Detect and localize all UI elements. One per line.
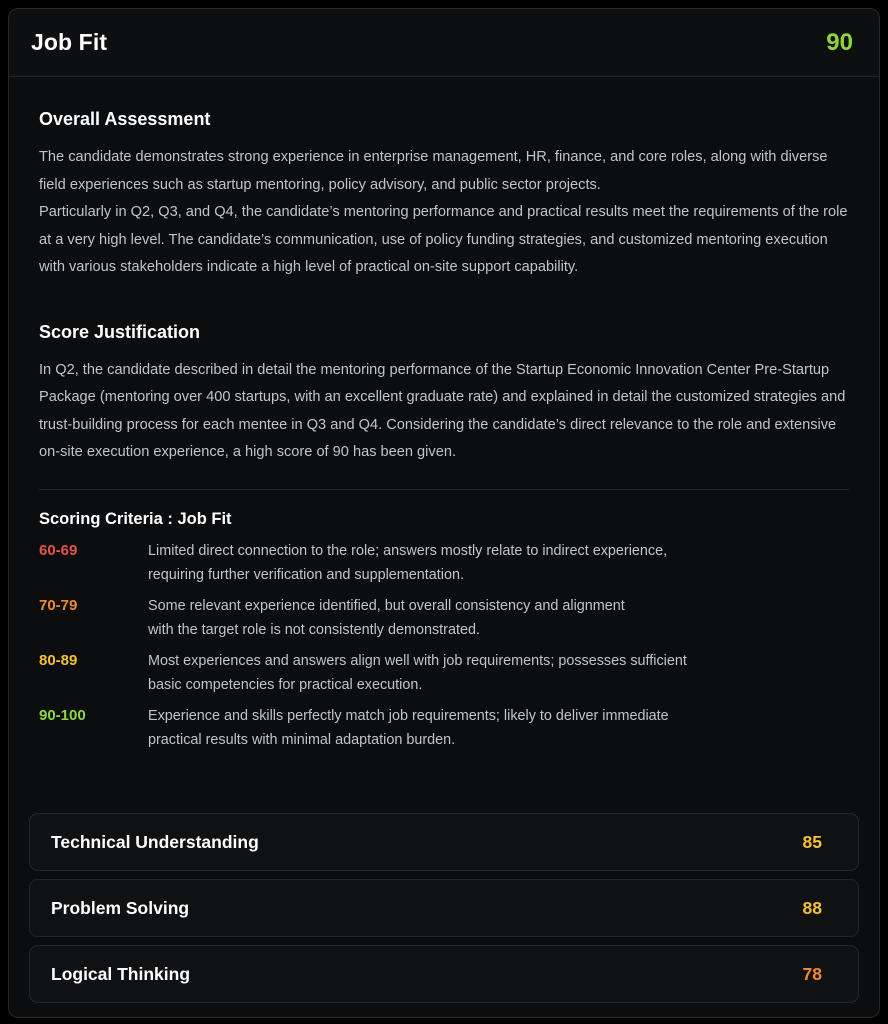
- scoring-criteria-title: Scoring Criteria : Job Fit: [39, 509, 232, 528]
- sub-score-problem-solving[interactable]: [29, 879, 859, 937]
- criteria-description-line: Most experiences and answers align well with job requirements; possesses sufficient: [148, 652, 687, 669]
- sub-score-value: 85: [802, 831, 822, 852]
- sub-score-list: [29, 813, 859, 1011]
- criteria-range: 70-79: [39, 596, 78, 614]
- criteria-description: [148, 539, 728, 587]
- sub-score-label: Technical Understanding: [51, 831, 259, 852]
- score-justification-text: In Q2, the candidate described in detail the mentoring performance of the Startup Economic Innovation Center Pre-Startup Package (mentoring over 400 startups, with an excellent graduate rate) and explained in detail the customized strategies and trust-building process for each mentee in Q3 and Q4. Considering the candidate’s direct relevance to the role and extensive on-site execution experience, a high score of 90 has been given.: [39, 361, 846, 460]
- criteria-range: 90-100: [39, 706, 86, 724]
- overall-assessment-title: Overall Assessment: [39, 109, 211, 129]
- criteria-range: 80-89: [39, 651, 78, 669]
- overall-assessment-text: [39, 144, 849, 282]
- criteria-description: [148, 594, 728, 642]
- job-fit-card: [8, 8, 880, 1018]
- criteria-description-line: Limited direct connection to the role; answers mostly relate to indirect experience,: [148, 542, 668, 559]
- criteria-row: [39, 649, 849, 697]
- card-header: [9, 9, 879, 77]
- criteria-description: [148, 649, 728, 697]
- criteria-row: [39, 539, 849, 587]
- criteria-row: [39, 704, 849, 752]
- overall-score: 90: [826, 28, 853, 56]
- sub-score-label: Problem Solving: [51, 897, 190, 918]
- criteria-description-line: Some relevant experience identified, but overall consistency and alignment: [148, 597, 625, 614]
- criteria-description-line: practical results with minimal adaptation burden.: [148, 731, 456, 748]
- scoring-criteria-section: [39, 510, 849, 752]
- criteria-range: 60-69: [39, 541, 78, 559]
- sub-score-value: 78: [802, 963, 822, 984]
- sub-score-label: Logical Thinking: [51, 963, 191, 984]
- criteria-description-line: with the target role is not consistently demonstrated.: [148, 621, 480, 638]
- overall-assessment-section: [39, 109, 849, 282]
- score-justification-title: Score Justification: [39, 321, 201, 342]
- sub-score-value: 88: [802, 897, 822, 918]
- card-title: Job Fit: [31, 29, 108, 55]
- card-body: [9, 77, 879, 752]
- criteria-description: [148, 704, 728, 752]
- criteria-description-line: Experience and skills perfectly match job requirements; likely to deliver immediate: [148, 707, 669, 724]
- section-divider: [39, 489, 849, 490]
- score-justification-section: [39, 322, 849, 467]
- sub-score-logical-thinking[interactable]: [29, 945, 859, 1003]
- criteria-description-line: basic competencies for practical execution.: [148, 676, 423, 693]
- overall-assessment-paragraph: Particularly in Q2, Q3, and Q4, the candidate’s mentoring performance and practical results meet the requirements of the role at a very high level. The candidate’s communication, use of policy funding strategies, and customized mentoring execution with various stakeholders indicate a high level of practical on-site support capability.: [39, 204, 848, 275]
- criteria-row: [39, 594, 849, 642]
- overall-assessment-paragraph: The candidate demonstrates strong experience in enterprise management, HR, finance, and core roles, along with diverse field experiences such as startup mentoring, policy advisory, and public sector projects.: [39, 149, 828, 193]
- sub-score-technical-understanding[interactable]: [29, 813, 859, 871]
- criteria-description-line: requiring further verification and supplementation.: [148, 566, 464, 583]
